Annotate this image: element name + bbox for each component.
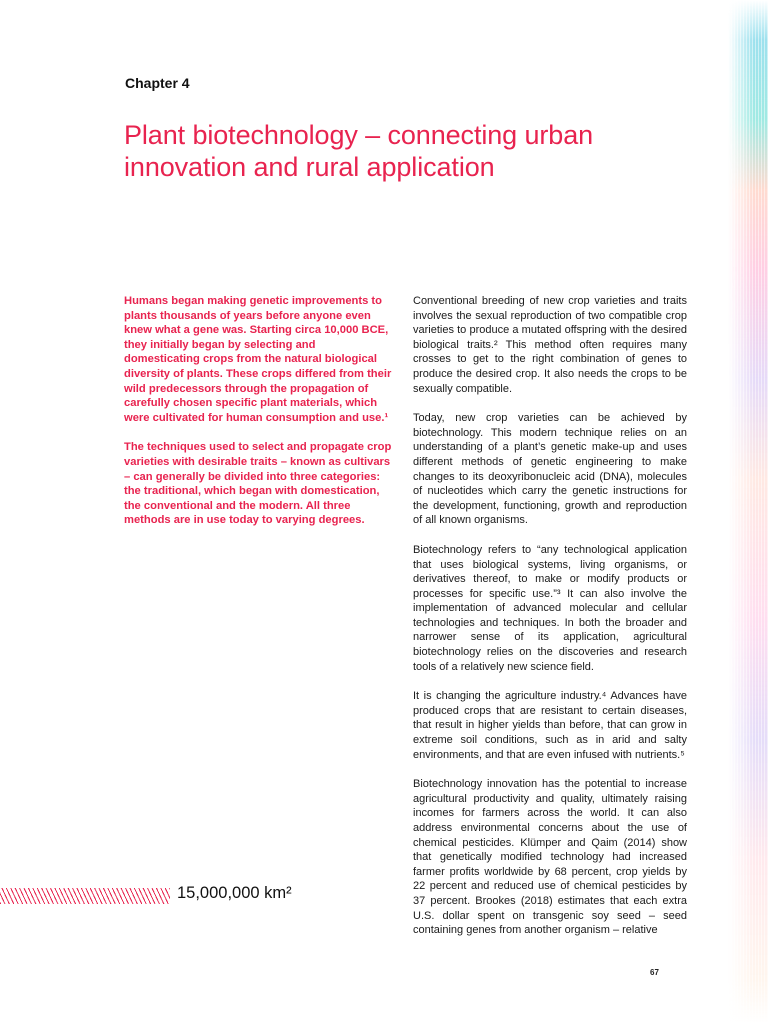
body-paragraph: It is changing the agriculture industry.⁴ Advances have produced crops that are resistant to certain diseases, that result in higher yields than before, that can grow in extreme soil conditions, such as in arid and salty environments, and that are even infused with nutrients.⁵ — [413, 690, 687, 761]
intro-paragraph: Humans began making genetic improvements to plants thousands of years before anyone even knew what a gene was. Starting circa 10,000 BCE, they initially began by selecting and domesticating crops from the natural biological diversity of plants. These crops differed from their wild predecessors through the propagation of carefully chosen specific plant materials, which were cultivated for human consumption and use.¹ — [124, 295, 392, 424]
hatch-pattern-bar — [0, 888, 170, 904]
intro-paragraph: The techniques used to select and propagate crop varieties with desirable traits – known as cultivars – can generally be divided into three categories: the traditional, which began with domestication, the conventional and the modern. All three methods are in use today to varying degrees. — [124, 441, 392, 527]
body-paragraph: Biotechnology innovation has the potential to increase agricultural productivity and quality, ultimately raising incomes for farmers across the world. It can also address environmental concerns about the use of chemical pesticides. Klümper and Qaim (2014) show that genetically modified technology had increased farmer profits worldwide by 68 percent, crop yields by 22 percent and reduced use of chemical pesticides by 37 percent. Brookes (2018) estimates that each extra U.S. dollar spent on transgenic soy seed – seed containing genes from another organism – relative — [413, 778, 687, 937]
body-paragraph: Today, new crop varieties can be achieved by biotechnology. This modern technique relies on an understanding of a plant’s genetic make-up and uses different methods of genetic engineering to make changes to its deoxyribonucleic acid (DNA), molecules of nucleotides which carry the genetic instructions for the development, functioning, growth and reproduction of all known organisms. — [413, 412, 687, 527]
body-paragraph: Biotechnology refers to “any technological application that uses biological systems, living organisms, or derivatives thereof, to make or modify products or processes for specific use.”³ It can also involve the implementation of advanced molecular and cellular technologies and techniques. In both the broader and narrower sense of its application, agricultural biotechnology relies on the discoveries and research tools of a relatively new science field. — [413, 543, 687, 673]
chapter-label: Chapter 4 — [125, 75, 190, 91]
body-paragraph: Conventional breeding of new crop varieties and traits involves the sexual reproduction of two compatible crop varieties to produce a mutated offspring with the desired biological traits.² This method often requires many crosses to get to the right combination of genes to produce the desired crop. It also needs the crops to be sexually compatible. — [413, 295, 687, 395]
area-statistic: 15,000,000 km² — [177, 884, 292, 902]
page-title: Plant biotechnology – connecting urban innovation and rural application — [124, 120, 594, 182]
body-column — [413, 294, 687, 953]
intro-column — [124, 294, 392, 543]
page-number: 67 — [650, 968, 659, 977]
decorative-gradient-edge — [728, 0, 768, 1024]
